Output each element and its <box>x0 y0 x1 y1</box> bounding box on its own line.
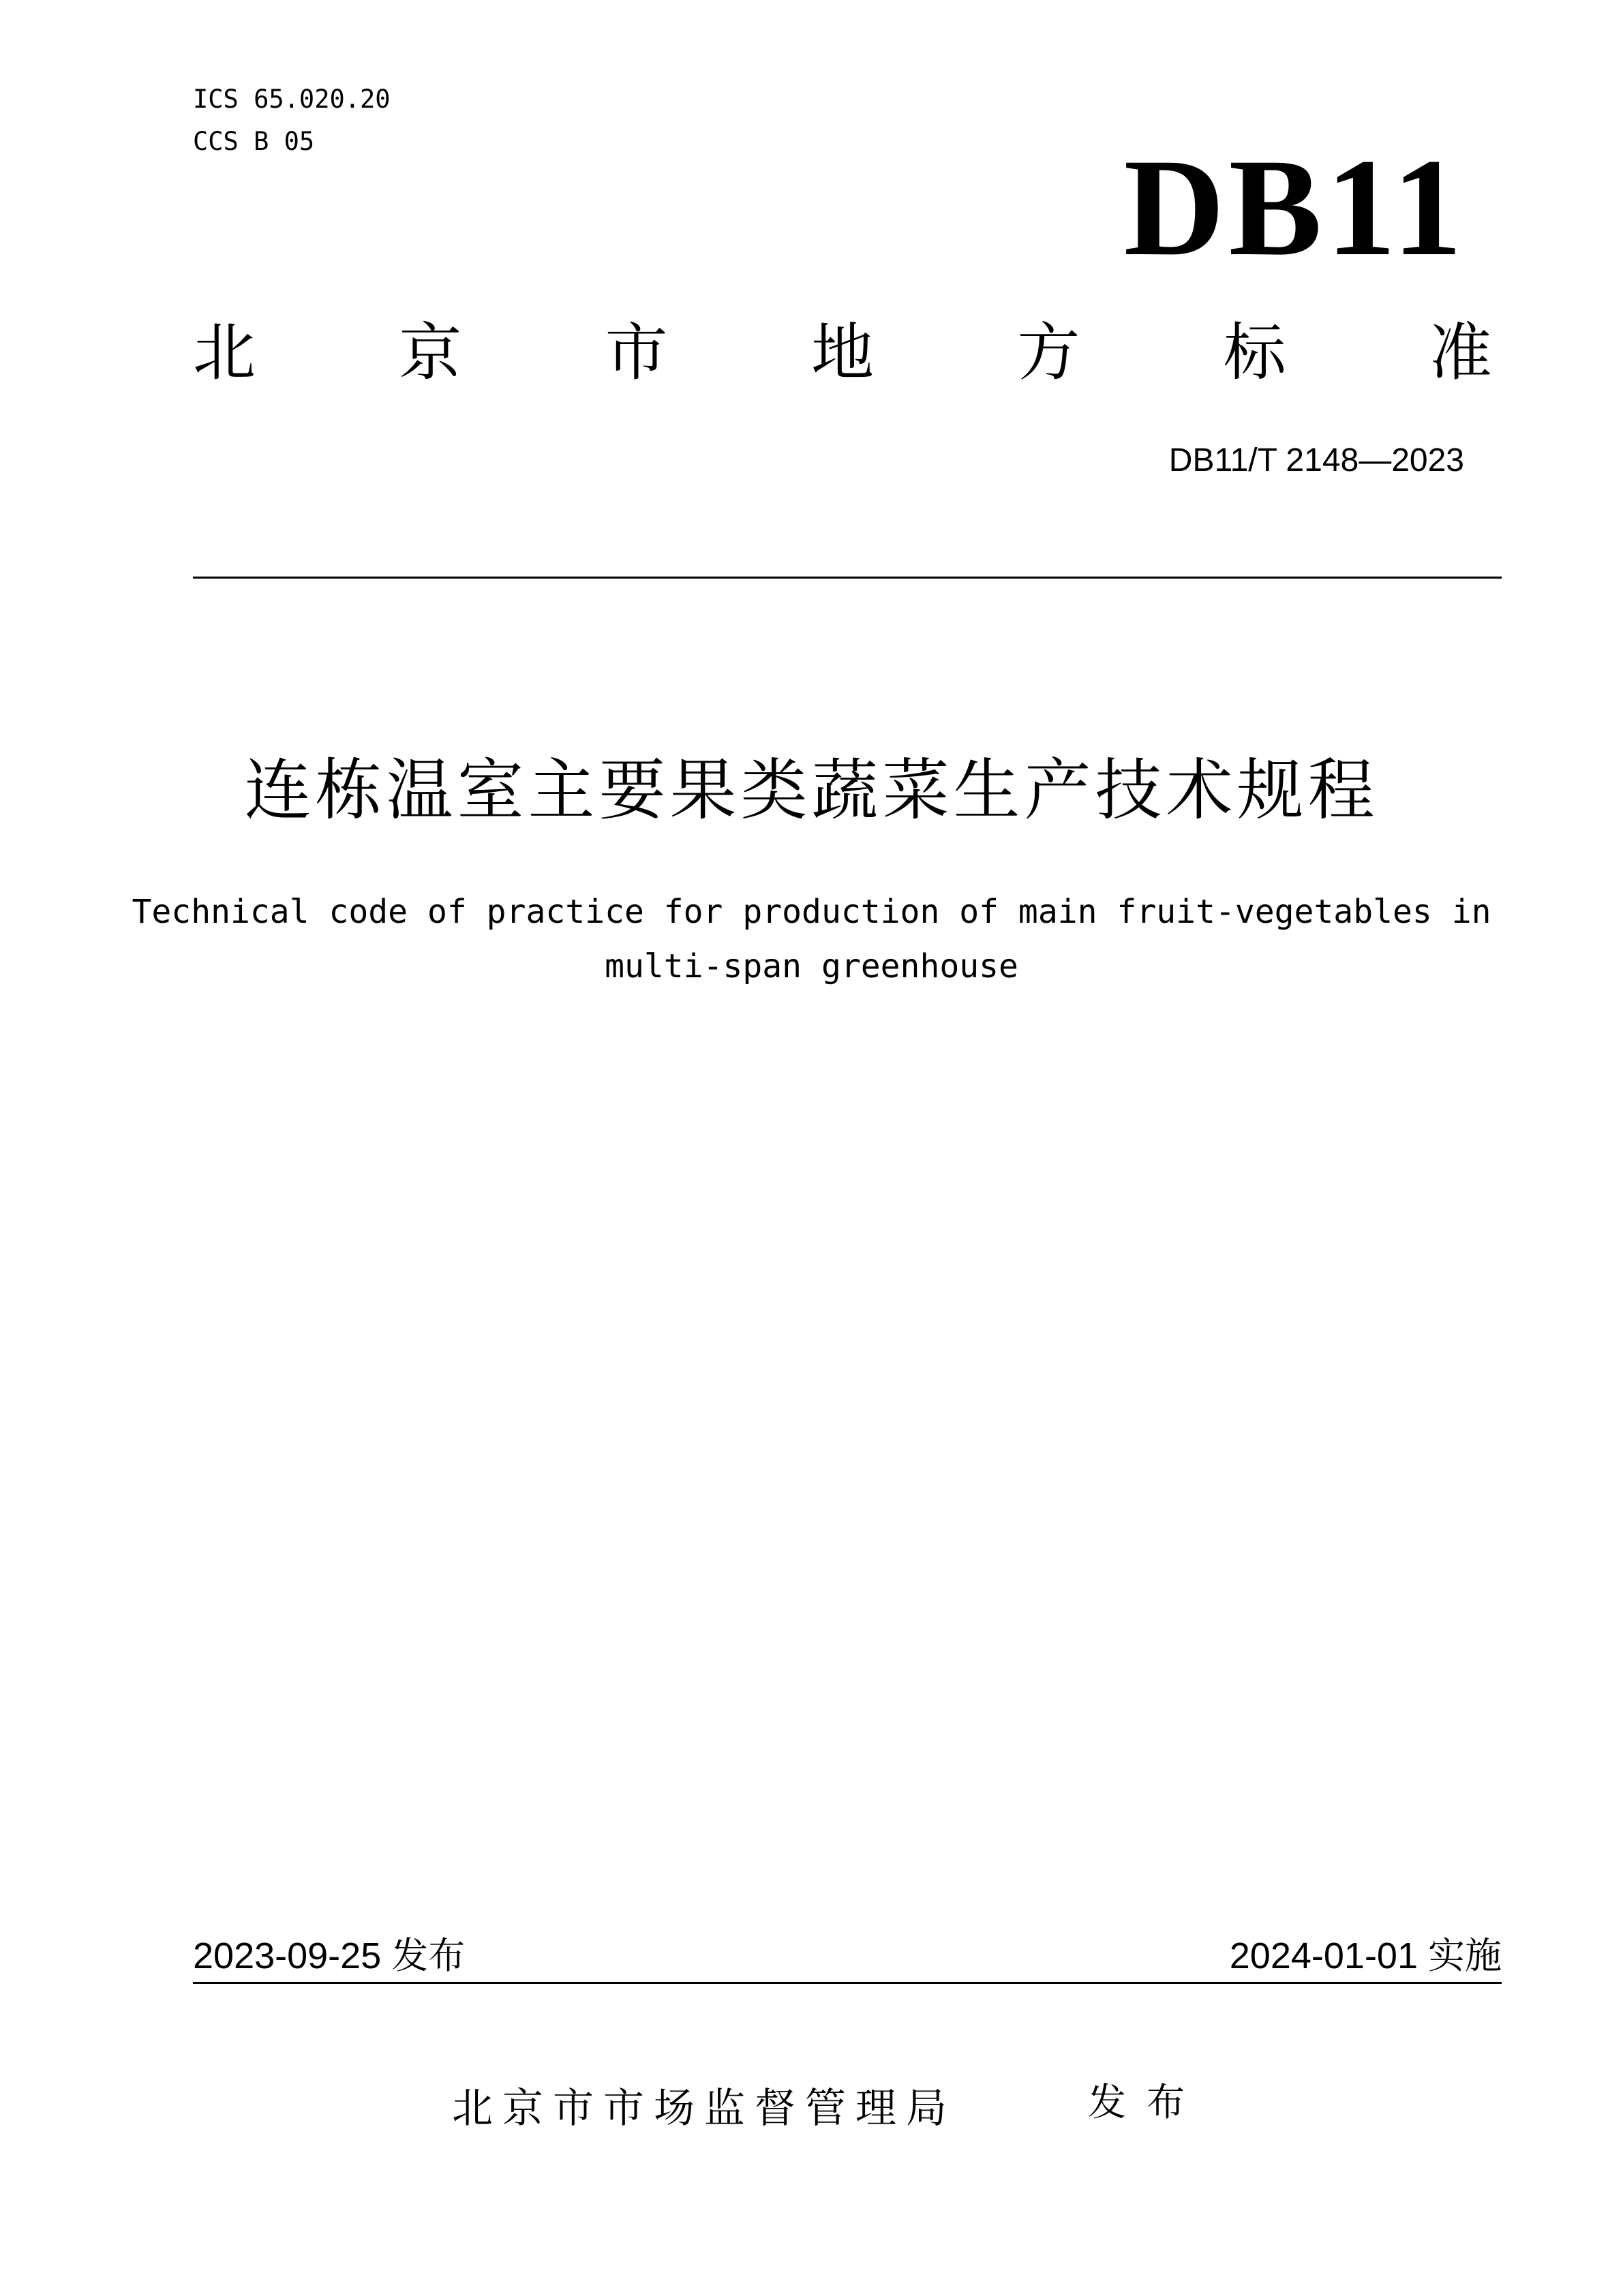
issue-action: 发布 <box>1088 2081 1205 2125</box>
title-chinese: 连栋温室主要果类蔬菜生产技术规程 <box>244 752 1379 829</box>
issue-date: 2023-09-25 发布 <box>193 1935 466 1976</box>
ics-code: ICS 65.020.20 <box>193 85 391 114</box>
standard-type-char: 准 <box>1429 316 1492 389</box>
bottom-divider <box>193 1982 1502 1984</box>
standard-type-char: 京 <box>399 316 462 389</box>
title-english-line-2: multi-span greenhouse <box>605 947 1018 985</box>
top-divider <box>193 577 1502 579</box>
issuing-authority: 北京市市场监督管理局 <box>452 2085 956 2132</box>
standard-type-char: 地 <box>810 316 874 389</box>
standard-type-char: 北 <box>193 316 256 389</box>
db11-logo: DB11 <box>1123 130 1466 285</box>
standard-type-char: 市 <box>605 316 668 389</box>
standard-code: DB11/T 2148—2023 <box>1168 442 1464 478</box>
implementation-date: 2024-01-01 实施 <box>1229 1935 1502 1976</box>
standard-type-char: 方 <box>1017 316 1080 389</box>
ccs-code: CCS B 05 <box>193 127 315 156</box>
standard-type-heading <box>193 316 1492 391</box>
title-english-line-1: Technical code of practice for production of main fruit-vegetables in <box>132 893 1491 931</box>
standard-type-char: 标 <box>1223 316 1286 389</box>
